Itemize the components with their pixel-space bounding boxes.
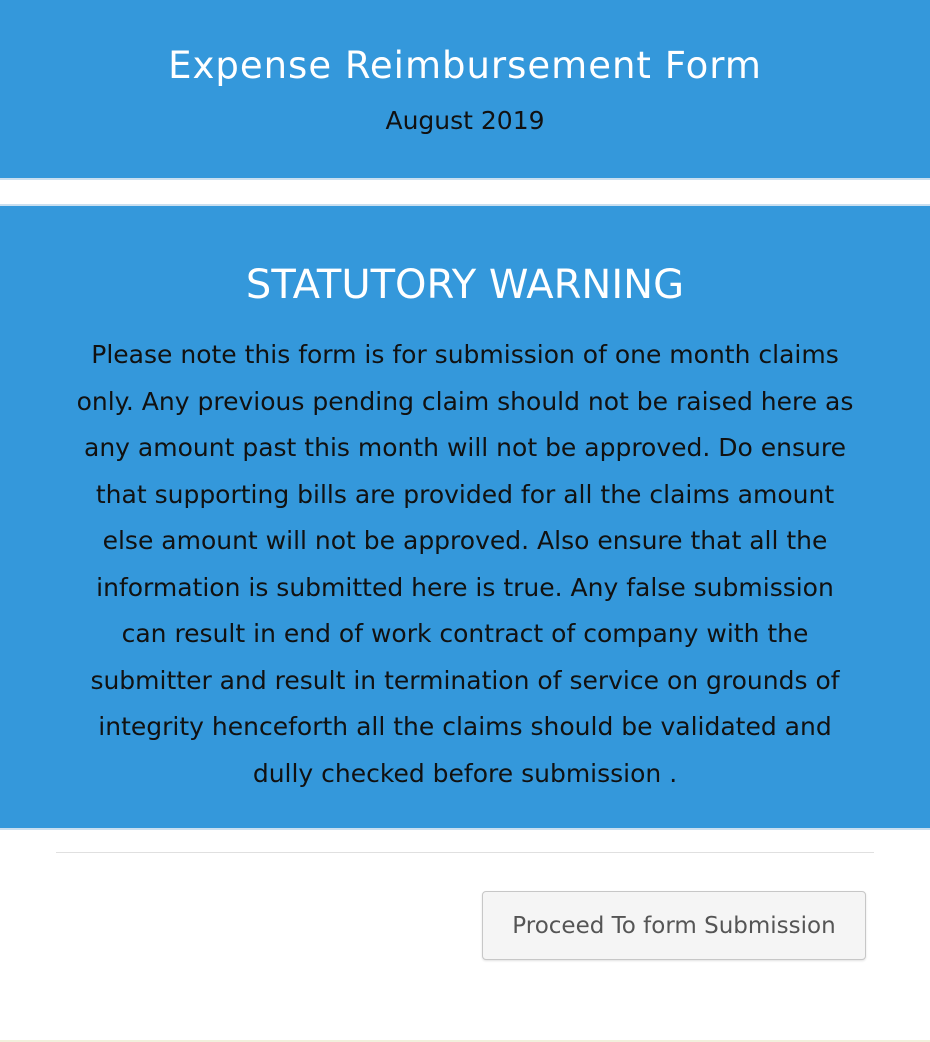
statutory-warning-panel bbox=[0, 204, 930, 830]
header-banner bbox=[0, 0, 930, 180]
divider bbox=[56, 852, 874, 853]
proceed-button[interactable]: Proceed To form Submission bbox=[482, 891, 866, 960]
warning-text: Please note this form is for submission of one month claims only. Any previous pending claim should not be raised here as any amount past this month will not be approved. Do ensure that supporting bills are provided for all the claims amount else amount will not be approved. Also ensure that all the information is submitted here is true. Any false submission can result in end of work contract of company with the submitter and result in termination of service on grounds of integrity henceforth all the claims should be validated and dully checked before submission . bbox=[76, 340, 854, 788]
warning-heading: STATUTORY WARNING bbox=[245, 262, 685, 308]
form-period: August 2019 bbox=[385, 106, 545, 135]
form-title: Expense Reimbursement Form bbox=[168, 44, 762, 87]
